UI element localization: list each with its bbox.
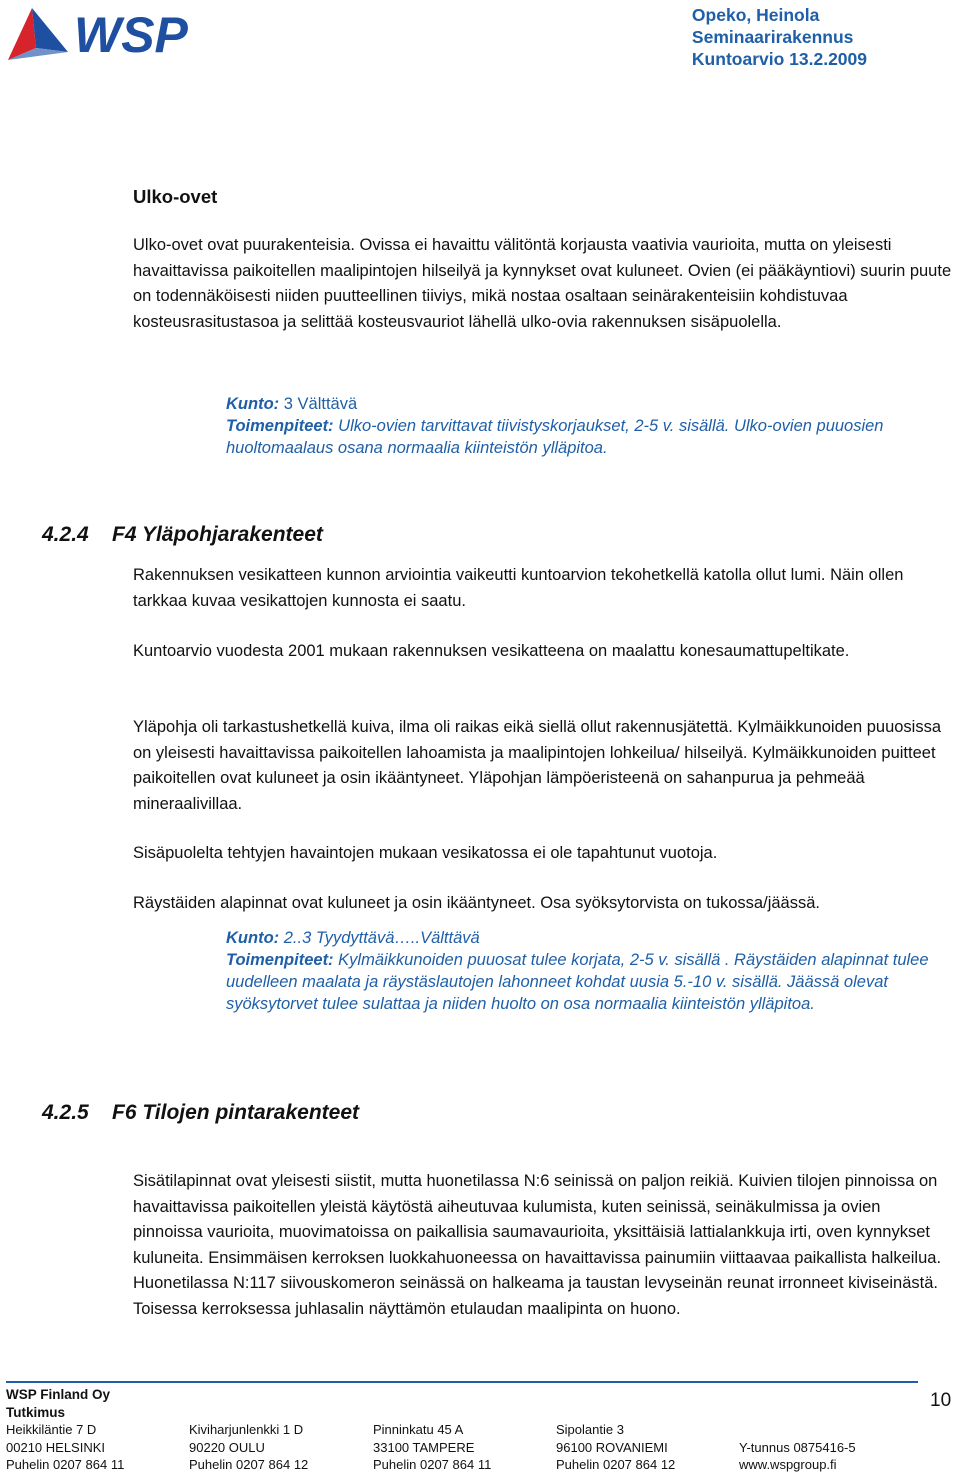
office-phone: Puhelin 0207 864 12 bbox=[189, 1457, 309, 1472]
footer-phone-row bbox=[6, 1456, 837, 1474]
section-heading-f4 bbox=[42, 523, 323, 547]
f4-paragraph-3: Yläpohja oli tarkastushetkellä kuiva, ilma oli raikas eikä siellä ollut rakennusjätettä. Kylmäikkunoiden puuosissa on yleisesti havaittavissa paikoitellen lahoamista ja maalipintojen lohkeilua/ hilseilyä. Kylmäikkunoiden puitteet paikoitellen ovat kuluneet ja osin ikääntyneet. Yläpohjan lämpöeristeenä on sahanpurua ja pehmeää mineraalivillaa. bbox=[133, 718, 942, 813]
footer-divider bbox=[6, 1381, 918, 1383]
f4-paragraph-2: Kuntoarvio vuodesta 2001 mukaan rakennuksen vesikatteena on maalattu konesaumattupeltikate. bbox=[133, 642, 850, 660]
section-title: F6 Tilojen pintarakenteet bbox=[112, 1101, 360, 1124]
f6-paragraph-1: Sisätilapinnat ovat yleisesti siistit, mutta huonetilassa N:6 seinissä on paljon reikiä. Kuivien tilojen pinnoissa on havaittavissa paikoitellen yleistä käytöstä aiheutuvaa kulumista, kuten seinissä, seinäkulmissa ja ovien pinnoissa vaurioita, muovimatoissa on paikallisia saumavaurioita, yksittäisiä lattialankkuja irti, oven kynnykset kuluneita. Ensimmäisen kerroksen luokkahuoneessa on havaittavissa painumiin viittaavaa paikallista halkeilua. Huonetilassa N:117 siivouskomeron seinässä on halkeama ja taustan levyseinän reunat irronneet kiviseinästä. Toisessa kerroksessa juhlasalin näyttämön etulaudan maalipinta on huono. bbox=[133, 1172, 942, 1318]
office-phone: Puhelin 0207 864 12 bbox=[556, 1457, 676, 1472]
page-number: 10 bbox=[930, 1390, 952, 1411]
ulko-ovet-condition bbox=[226, 393, 956, 459]
kunto-value: 2..3 Tyydyttävä…..Välttävä bbox=[283, 929, 480, 947]
office-phone: Puhelin 0207 864 11 bbox=[6, 1457, 125, 1472]
office-postal: 96100 ROVANIEMI bbox=[556, 1439, 668, 1455]
kunto-value: 3 Välttävä bbox=[283, 395, 358, 413]
office-street: Heikkiläntie 7 D bbox=[6, 1422, 97, 1437]
toimenpiteet-text: Kylmäikkunoiden puuosat tulee korjata, 2-5 v. sisällä . Räystäiden alapinnat tulee uudelleen maalata ja räystäslautojen lahonneet kohdat uusia 5.-10 v. sisällä. Jäässä olevat syöksytorvet tulee sulattaa ja niiden huolto on osa normaalia kiinteistön ylläpitoa. bbox=[226, 951, 929, 1013]
kunto-label: Kunto: bbox=[226, 395, 280, 413]
section-number: 4.2.5 bbox=[42, 1101, 89, 1124]
logo-mark-blue-shard bbox=[32, 8, 68, 52]
office-postal: 00210 HELSINKI bbox=[6, 1439, 106, 1455]
header-building: Seminaarirakennus bbox=[691, 27, 854, 47]
office-postal: 33100 TAMPERE bbox=[373, 1439, 475, 1455]
office-street: Pinninkatu 45 A bbox=[373, 1422, 464, 1437]
office-postal: 90220 OULU bbox=[189, 1439, 265, 1455]
footer-postal-row bbox=[6, 1439, 856, 1457]
y-tunnus: Y-tunnus 0875416-5 bbox=[739, 1439, 856, 1455]
toimenpiteet-label: Toimenpiteet: bbox=[226, 417, 334, 435]
section-title: F4 Yläpohjarakenteet bbox=[112, 523, 323, 546]
footer-unit: Tutkimus bbox=[6, 1404, 66, 1420]
kunto-label: Kunto: bbox=[226, 929, 280, 947]
footer-company: WSP Finland Oy bbox=[6, 1387, 111, 1402]
ulko-ovet-heading: Ulko-ovet bbox=[133, 186, 218, 207]
section-heading-f6 bbox=[42, 1101, 359, 1125]
f4-paragraph-4: Sisäpuolelta tehtyjen havaintojen mukaan vesikatossa ei ole tapahtunut vuotoja. bbox=[133, 844, 718, 862]
section-number: 4.2.4 bbox=[42, 523, 89, 546]
footer-street-row bbox=[6, 1421, 624, 1439]
header-report-date: Kuntoarvio 13.2.2009 bbox=[691, 49, 867, 69]
f4-condition bbox=[226, 927, 956, 1015]
document-header bbox=[692, 4, 867, 70]
website-link[interactable]: www.wspgroup.fi bbox=[739, 1457, 837, 1472]
office-street: Sipolantie 3 bbox=[556, 1422, 624, 1437]
wsp-logo bbox=[6, 2, 206, 64]
ulko-ovet-paragraph: Ulko-ovet ovat puurakenteisia. Ovissa ei havaittu välitöntä korjausta vaativia vaurioita, mutta on yleisesti havaittavissa paikoitellen maalipintojen hilseilyä ja kynnykset ovat kuluneet. Ovien (ei pääkäyntiovi) suurin puute on todennäköisesti niiden puutteellinen tiiviys, mikä nostaa osaltaan seinärakenteisiin kohdistuvaa kosteusrasitustasoa ja selittää kosteusvauriot lähellä ulko-ovia rakennuksen sisäpuolella. bbox=[133, 236, 952, 331]
footer bbox=[6, 1386, 856, 1474]
office-phone: Puhelin 0207 864 11 bbox=[373, 1457, 492, 1472]
f4-paragraph-1: Rakennuksen vesikatteen kunnon arviointia vaikeutti kuntoarvion tekohetkellä katolla ollut lumi. Näin ollen tarkkaa kuvaa vesikattojen kunnosta ei saatu. bbox=[133, 566, 904, 610]
f4-paragraph-5: Räystäiden alapinnat ovat kuluneet ja osin ikääntyneet. Osa syöksytorvista on tukossa/jäässä. bbox=[133, 894, 820, 912]
toimenpiteet-label: Toimenpiteet: bbox=[226, 951, 334, 969]
office-street: Kiviharjunlenkki 1 D bbox=[189, 1422, 304, 1437]
header-client: Opeko, Heinola bbox=[691, 5, 820, 25]
toimenpiteet-text: Ulko-ovien tarvittavat tiivistyskorjaukset, 2-5 v. sisällä. Ulko-ovien puuosien huoltomaalaus osana normaalia kiinteistön ylläpitoa. bbox=[226, 417, 884, 457]
logo-text: WSP bbox=[74, 7, 188, 63]
